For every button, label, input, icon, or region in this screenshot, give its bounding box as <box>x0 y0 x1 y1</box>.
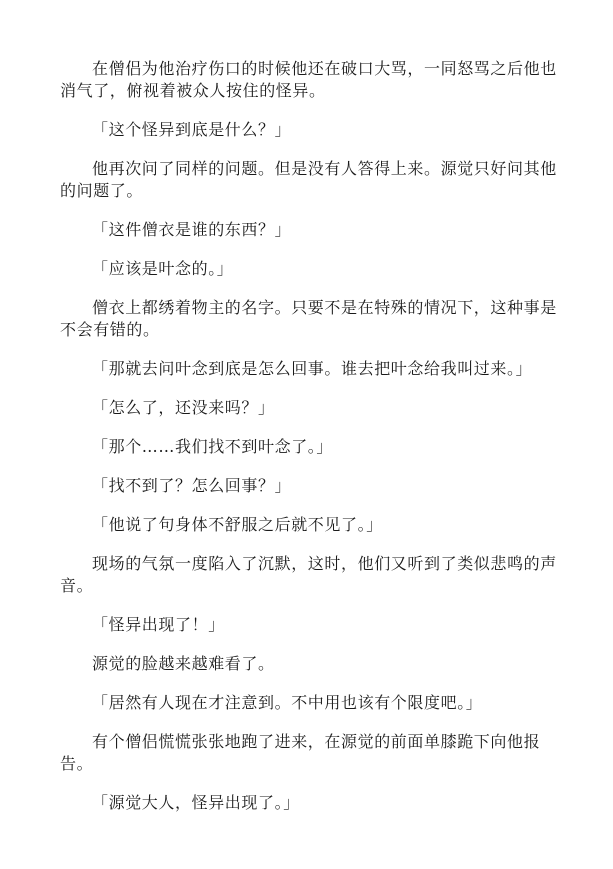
paragraph: 「怪异出现了！」 <box>92 615 225 634</box>
paragraph: 现场的气氛一度陷入了沉默，这时，他们又听到了类似悲鸣的声音。 <box>60 554 557 595</box>
paragraph: 有个僧侣慌慌张张地跑了进来，在源觉的前面单膝跪下向他报告。 <box>60 732 541 773</box>
paragraph: 僧衣上都绣着物主的名字。只要不是在特殊的情况下，这种事是不会有错的。 <box>60 298 557 339</box>
paragraph: 「找不到了？怎么回事？」 <box>92 476 292 495</box>
paragraph: 「这件僧衣是谁的东西？」 <box>92 220 292 239</box>
paragraph: 「怎么了，还没来吗？」 <box>92 398 275 417</box>
paragraph: 「源觉大人，怪异出现了。」 <box>92 793 300 812</box>
paragraph: 「居然有人现在才注意到。不中用也该有个限度吧。」 <box>92 693 483 712</box>
paragraph: 「那就去问叶念到底是怎么回事。谁去把叶念给我叫过来。」 <box>92 359 533 378</box>
paragraph: 他再次问了同样的问题。但是没有人答得上来。源觉只好问其他的问题了。 <box>60 159 557 200</box>
paragraph: 在僧侣为他治疗伤口的时候他还在破口大骂，一同怒骂之后他也消气了，俯视着被众人按住的怪异。 <box>60 59 557 100</box>
paragraph: 「那个……我们找不到叶念了。」 <box>92 437 334 456</box>
paragraph: 「这个怪异到底是什么？」 <box>92 120 292 139</box>
document-page <box>60 58 558 831</box>
paragraph: 源觉的脸越来越难看了。 <box>92 654 275 673</box>
paragraph: 「应该是叶念的。」 <box>92 259 234 278</box>
paragraph: 「他说了句身体不舒服之后就不见了。」 <box>92 515 383 534</box>
